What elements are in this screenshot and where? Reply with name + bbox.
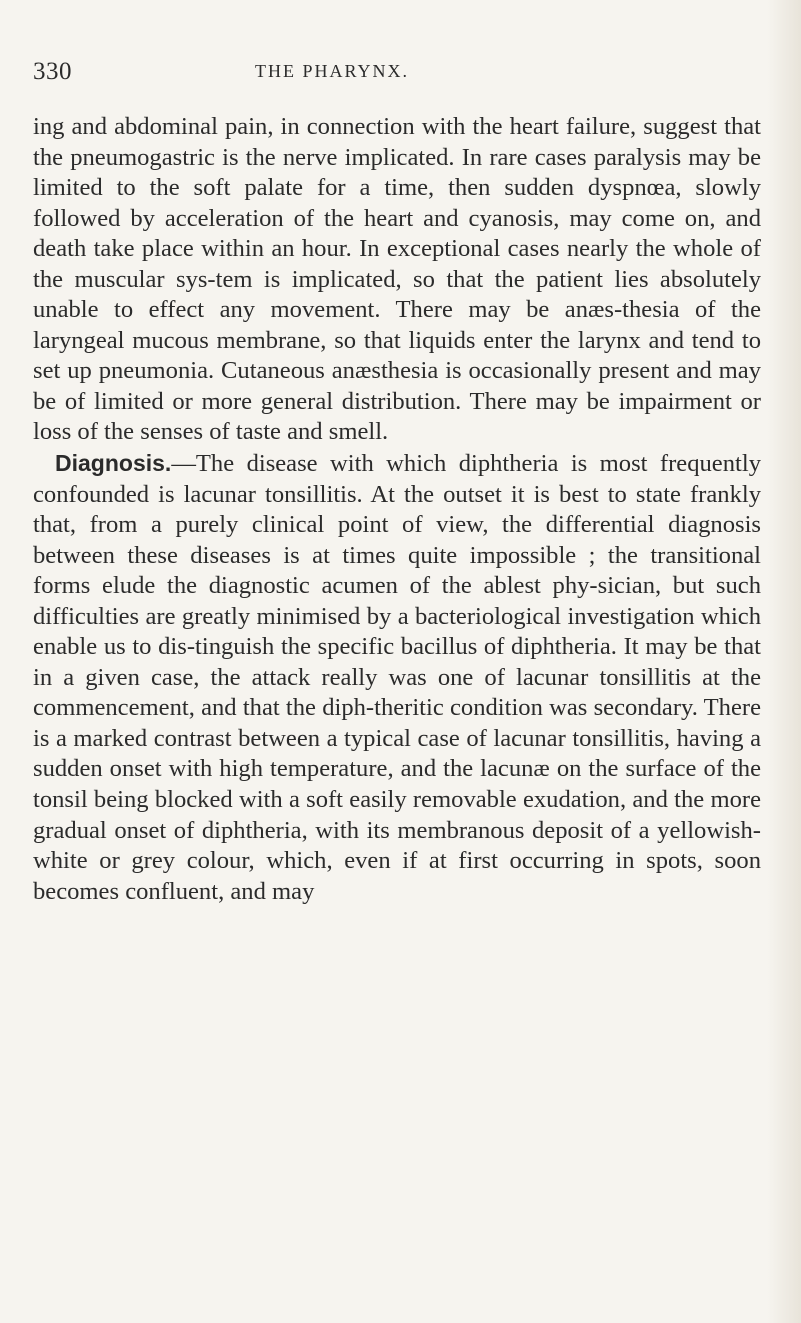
body-text [33,112,761,907]
page-edge-shadow [767,0,801,1323]
running-head: THE PHARYNX. [255,61,410,81]
diagnosis-heading: Diagnosis. [55,450,172,477]
paragraph-paralysis: ing and abdominal pain, in connection with the heart failure, suggest that the pneumogastric is the nerve implicated. In rare cases paralysis may be limited to the soft palate for a time, then sudden dyspnœa, slowly followed by acceleration of the heart and cyanosis, may come on, and death take place within an hour. In exceptional cases nearly the whole of the muscular sys-tem is implicated, so that the patient lies absolutely unable to effect any movement. There may be anæs-thesia of the laryngeal mucous membrane, so that liquids enter the larynx and tend to set up pneumonia. Cutaneous anæsthesia is occasionally present and may be of limited or more general distribution. There may be impairment or loss of the senses of taste and smell. [33,113,761,446]
diagnosis-text: —The disease with which diphtheria is most frequently confounded is lacunar tonsillitis. At the outset it is best to state frankly that, from a purely clinical point of view, the differential diagnosis between these diseases is at times quite impossible ; the transitional forms elude the diagnostic acumen of the ablest phy-sician, but such difficulties are greatly minimised by a bacteriological investigation which enable us to dis-tinguish the specific bacillus of diphtheria. It may be that in a given case, the attack really was one of lacunar tonsillitis at the commencement, and that the diph-theritic condition was secondary. There is a marked contrast between a typical case of lacunar tonsillitis, having a sudden onset with high temperature, and the lacunæ on the surface of the tonsil being blocked with a soft easily removable exudation, and the more gradual onset of diphtheria, with its membranous deposit of a yellowish-white or grey colour, which, even if at first occurring in spots, soon becomes confluent, and may [33,450,761,905]
page-header [0,58,801,88]
paragraph-diagnosis [33,448,761,907]
page-number: 330 [33,58,72,85]
